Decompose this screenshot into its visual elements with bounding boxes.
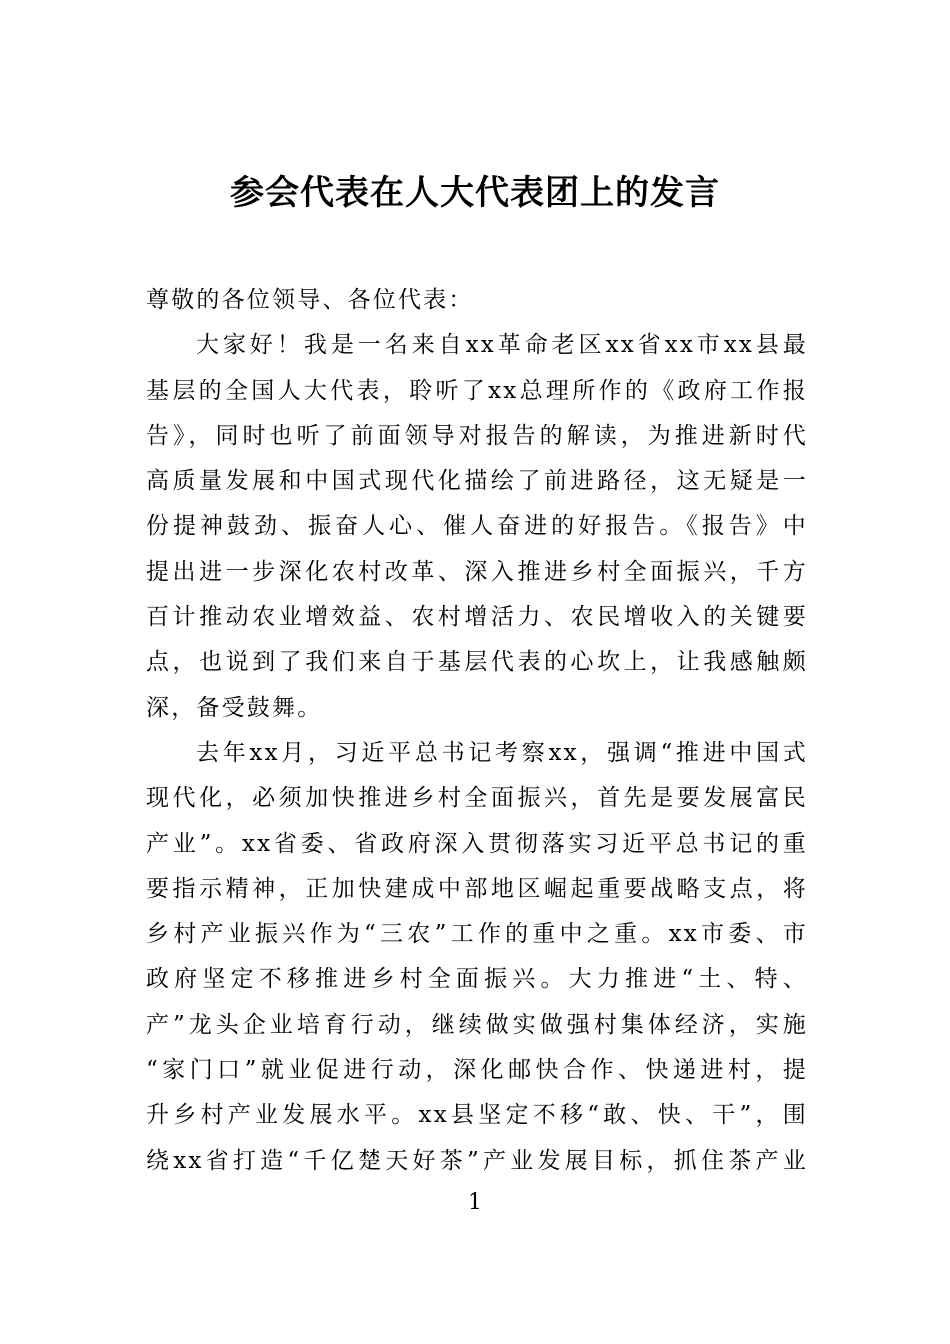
page-number: 1 [468, 1190, 482, 1215]
paragraph-line: 绕xx省打造“千亿楚天好茶”产业发展目标，抓住茶产业 [146, 1147, 808, 1174]
paragraph-line: 乡村产业振兴作为“三农”工作的重中之重。xx市委、市 [146, 921, 808, 948]
paragraph-line: 现代化，必须加快推进乡村全面振兴，首先是要发展富民 [146, 785, 808, 812]
paragraph-line: 告》，同时也听了前面领导对报告的解读，为推进新时代 [146, 422, 808, 449]
paragraph-line: 产”龙头企业培育行动，继续做实做强村集体经济，实施 [146, 1011, 808, 1038]
paragraph-line: 点，也说到了我们来自于基层代表的心坎上，让我感触颇 [146, 649, 808, 676]
paragraph-line: 基层的全国人大代表，聆听了xx总理所作的《政府工作报 [146, 377, 808, 404]
paragraph-line: 深，备受鼓舞。 [146, 694, 323, 721]
paragraph-line: 百计推动农业增效益、农村增活力、农民增收入的关键要 [146, 604, 808, 631]
document-title: 参会代表在人大代表团上的发言 [230, 173, 720, 213]
paragraph-line: 升乡村产业发展水平。xx县坚定不移“敢、快、干”，围 [146, 1102, 808, 1129]
paragraph-line: 产业”。xx省委、省政府深入贯彻落实习近平总书记的重 [146, 830, 808, 857]
salutation: 尊敬的各位领导、各位代表： [146, 287, 474, 313]
paragraph-line: 去年xx月，习近平总书记考察xx，强调“推进中国式 [196, 739, 808, 766]
paragraph-line: 政府坚定不移推进乡村全面振兴。大力推进“土、特、 [146, 966, 808, 993]
paragraph-line: 大家好！我是一名来自xx革命老区xx省xx市xx县最 [196, 332, 808, 359]
paragraph-line: 提出进一步深化农村改革、深入推进乡村全面振兴，千方 [146, 558, 808, 585]
paragraph-line: “家门口”就业促进行动，深化邮快合作、快递进村，提 [146, 1057, 808, 1084]
paragraph-line: 高质量发展和中国式现代化描绘了前进路径，这无疑是一 [146, 468, 808, 495]
paragraph-line: 份提神鼓劲、振奋人心、催人奋进的好报告。《报告》中 [146, 513, 808, 540]
document-body [146, 278, 808, 1184]
paragraph-line: 要指示精神，正加快建成中部地区崛起重要战略支点，将 [146, 875, 808, 902]
